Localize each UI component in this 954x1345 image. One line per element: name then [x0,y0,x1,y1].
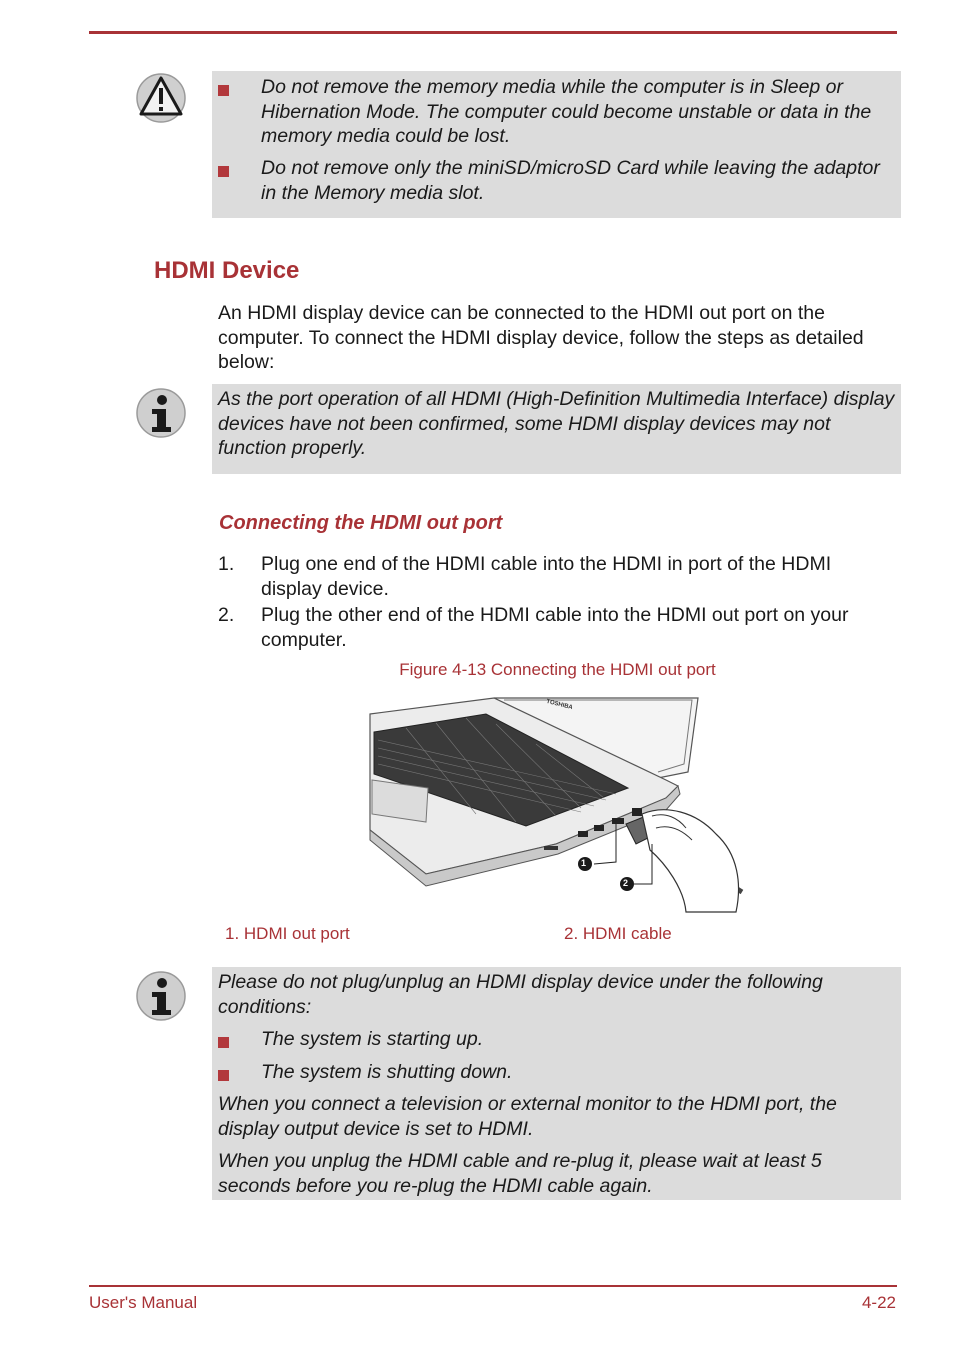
footer-rule [89,1285,897,1287]
condition-text-2: The system is shutting down. [261,1061,513,1083]
page-number: 4-22 [861,1293,896,1312]
info-note-1 [212,384,901,474]
info-note-text: As the port operation of all HDMI (High-Definition Multimedia Interface) display devices have not been confirmed, some HDMI display devices may not function properly. [218,388,895,459]
callout-1: 1 [581,858,587,868]
step-text: Plug the other end of the HDMI cable into the HDMI out port on your computer. [261,604,849,651]
info-note-2 [212,967,901,1200]
laptop-brand-label: TOSHIBA [545,698,574,712]
bullet-square [218,85,229,96]
warning-box [212,71,901,218]
section-title: HDMI Device [154,257,300,284]
bullet-square [218,1037,229,1048]
figure-legend-1: 1. HDMI out port [225,924,350,943]
callout-2: 2 [623,878,629,888]
warning-triangle-icon [136,72,186,124]
section-intro: An HDMI display device can be connected to the HDMI out port on the computer. To connect the HDMI display device, follow the steps as detailed below: [218,302,864,373]
subsection-title: Connecting the HDMI out port [219,512,503,534]
info-note-para-1: When you connect a television or external monitor to the HDMI port, the display output device is set to HDMI. [218,1093,837,1140]
laptop-hdmi-illustration [366,694,746,916]
warning-text-1: Do not remove the memory media while the computer is in Sleep or Hibernation Mode. The computer could become unstable or data in the memory media could be lost. [261,76,872,147]
bullet-square [218,166,229,177]
info-icon [136,387,186,439]
step-number: 2. [218,604,235,626]
header-rule [89,31,897,34]
info-icon [136,970,186,1022]
figure-legend-2: 2. HDMI cable [564,924,672,943]
step-text: Plug one end of the HDMI cable into the HDMI in port of the HDMI display device. [261,553,832,600]
footer-title: User's Manual [89,1293,198,1312]
info-note-intro: Please do not plug/unplug an HDMI display device under the following conditions: [218,971,823,1018]
bullet-square [218,1070,229,1081]
figure-caption: Figure 4-13 Connecting the HDMI out port [399,660,716,679]
warning-text-2: Do not remove only the miniSD/microSD Card while leaving the adaptor in the Memory media slot. [261,157,880,204]
condition-text-1: The system is starting up. [261,1028,484,1050]
step-number: 1. [218,553,235,575]
info-note-para-2: When you unplug the HDMI cable and re-plug it, please wait at least 5 seconds before you re-plug the HDMI cable again. [218,1150,822,1197]
